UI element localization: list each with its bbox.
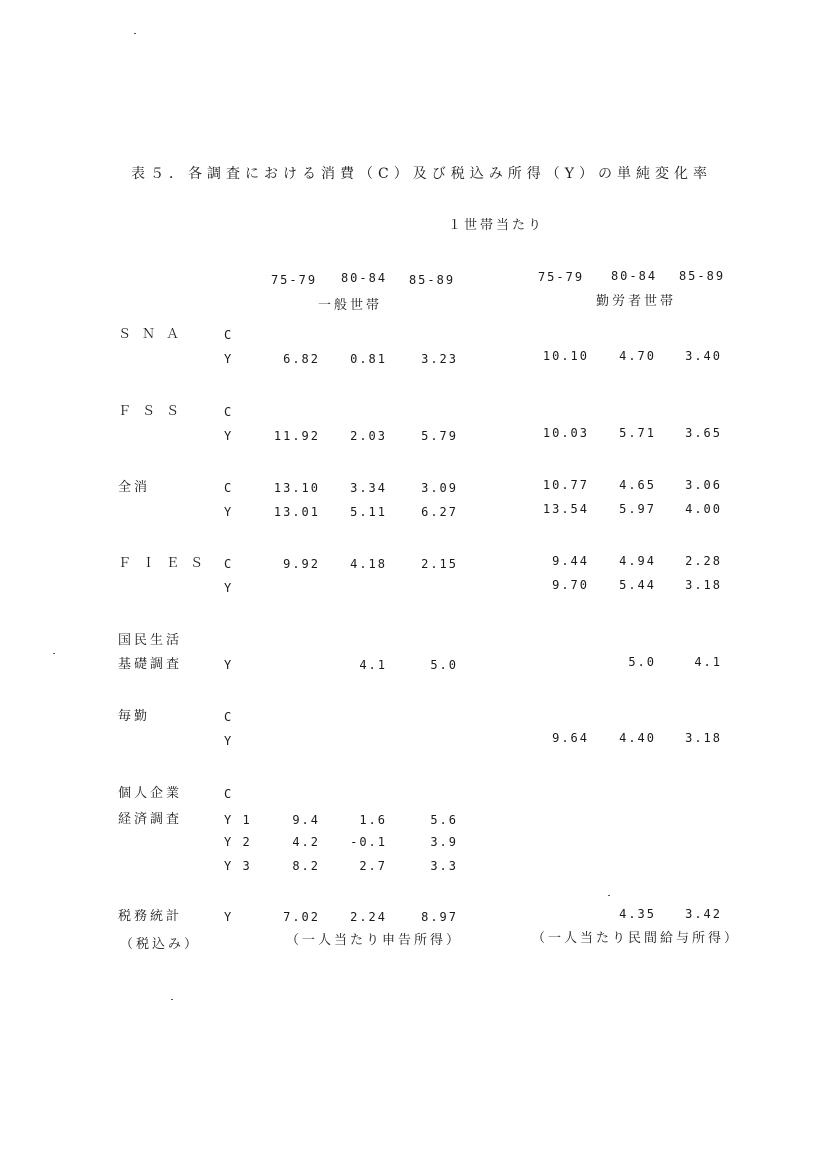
survey-label: 税務統計 — [118, 909, 183, 924]
survey-label: 基礎調査 — [118, 657, 183, 672]
general-value-cell: 1.6 — [359, 813, 387, 827]
measure-label: C — [224, 405, 234, 419]
general-value-cell: 5.0 — [430, 658, 458, 672]
general-value-cell: 6.82 — [283, 352, 320, 366]
general-value-cell: 8.97 — [421, 910, 458, 924]
general-value-cell: 7.02 — [283, 910, 320, 924]
tax-sub-label: （税込み） — [120, 937, 201, 952]
worker-value-cell: 10.03 — [542, 426, 589, 440]
measure-label: Y 2 — [224, 835, 252, 849]
general-value-cell: 5.6 — [430, 813, 458, 827]
general-value-cell: 2.24 — [350, 910, 387, 924]
survey-label: 経済調査 — [118, 812, 183, 827]
worker-value-cell: 3.18 — [685, 731, 722, 745]
measure-label: Y 1 — [224, 813, 252, 827]
worker-group-label: 勤労者世帯 — [596, 294, 677, 309]
worker-value-cell: 4.94 — [619, 554, 656, 568]
general-group-label: 一般世帯 — [318, 298, 383, 313]
survey-label: ＦＩＥＳ — [118, 556, 215, 571]
worker-footnote: （一人当たり民間給与所得） — [532, 931, 741, 946]
measure-label: Y — [224, 352, 234, 366]
worker-value-cell: 5.44 — [619, 578, 656, 592]
measure-label: Y — [224, 910, 234, 924]
general-footnote: （一人当たり申告所得） — [286, 933, 463, 948]
worker-value-cell: 10.77 — [542, 478, 589, 492]
worker-value-cell: 5.0 — [628, 655, 656, 669]
general-value-cell: -0.1 — [350, 835, 387, 849]
measure-label: Y — [224, 734, 234, 748]
worker-value-cell: 4.40 — [619, 731, 656, 745]
worker-value-cell: 13.54 — [542, 502, 589, 516]
general-value-cell: 0.81 — [350, 352, 387, 366]
general-value-cell: 6.27 — [421, 505, 458, 519]
general-value-cell: 5.79 — [421, 429, 458, 443]
general-value-cell: 3.3 — [430, 859, 458, 873]
measure-label: Y — [224, 658, 234, 672]
worker-period-3: 85-89 — [678, 269, 726, 283]
general-value-cell: 3.9 — [430, 835, 458, 849]
scan-speck — [171, 999, 173, 1000]
worker-value-cell: 4.35 — [619, 907, 656, 921]
general-period-2: 80-84 — [340, 271, 388, 285]
survey-label: 全消 — [118, 480, 151, 495]
survey-label: ＳＮＡ — [118, 327, 191, 342]
measure-label: C — [224, 710, 234, 724]
general-value-cell: 2.03 — [350, 429, 387, 443]
survey-label: 国民生活 — [118, 633, 183, 648]
general-value-cell: 13.01 — [273, 505, 320, 519]
general-value-cell: 5.11 — [350, 505, 387, 519]
general-value-cell: 3.09 — [421, 481, 458, 495]
general-value-cell: 3.34 — [350, 481, 387, 495]
general-value-cell: 3.23 — [421, 352, 458, 366]
worker-period-1: 75-79 — [537, 270, 585, 284]
worker-value-cell: 3.42 — [685, 907, 722, 921]
general-value-cell: 2.7 — [359, 859, 387, 873]
worker-value-cell: 3.18 — [685, 578, 722, 592]
scan-speck — [134, 33, 136, 34]
scan-speck — [53, 653, 55, 654]
worker-value-cell: 5.97 — [619, 502, 656, 516]
survey-label: ＦＳＳ — [118, 404, 191, 419]
scan-speck — [608, 895, 610, 896]
worker-value-cell: 9.64 — [552, 731, 589, 745]
worker-value-cell: 10.10 — [542, 349, 589, 363]
worker-value-cell: 4.70 — [619, 349, 656, 363]
measure-label: Y — [224, 581, 234, 595]
general-value-cell: 4.18 — [350, 557, 387, 571]
worker-value-cell: 2.28 — [685, 554, 722, 568]
general-period-3: 85-89 — [408, 273, 456, 287]
table-title: 表５．各調査における消費（C）及び税込み所得（Y）の単純変化率 — [131, 166, 712, 182]
measure-label: C — [224, 557, 234, 571]
measure-label: C — [224, 481, 234, 495]
worker-value-cell: 9.70 — [552, 578, 589, 592]
measure-label: Y — [224, 505, 234, 519]
unit-note: １世帯当たり — [448, 218, 545, 233]
worker-value-cell: 9.44 — [552, 554, 589, 568]
general-value-cell: 8.2 — [292, 859, 320, 873]
worker-value-cell: 4.65 — [619, 478, 656, 492]
worker-period-2: 80-84 — [610, 269, 658, 283]
worker-value-cell: 5.71 — [619, 426, 656, 440]
measure-label: Y 3 — [224, 859, 252, 873]
worker-value-cell: 4.00 — [685, 502, 722, 516]
general-value-cell: 11.92 — [273, 429, 320, 443]
worker-value-cell: 3.65 — [685, 426, 722, 440]
general-value-cell: 2.15 — [421, 557, 458, 571]
measure-label: C — [224, 787, 234, 801]
survey-label: 毎勤 — [118, 709, 151, 724]
general-value-cell: 4.2 — [292, 835, 320, 849]
worker-value-cell: 4.1 — [694, 655, 722, 669]
worker-value-cell: 3.06 — [685, 478, 722, 492]
measure-label: Y — [224, 429, 234, 443]
general-value-cell: 9.4 — [292, 813, 320, 827]
general-value-cell: 13.10 — [273, 481, 320, 495]
worker-value-cell: 3.40 — [685, 349, 722, 363]
general-value-cell: 9.92 — [283, 557, 320, 571]
general-period-1: 75-79 — [270, 273, 318, 287]
measure-label: C — [224, 328, 234, 342]
survey-label: 個人企業 — [118, 786, 183, 801]
general-value-cell: 4.1 — [359, 658, 387, 672]
